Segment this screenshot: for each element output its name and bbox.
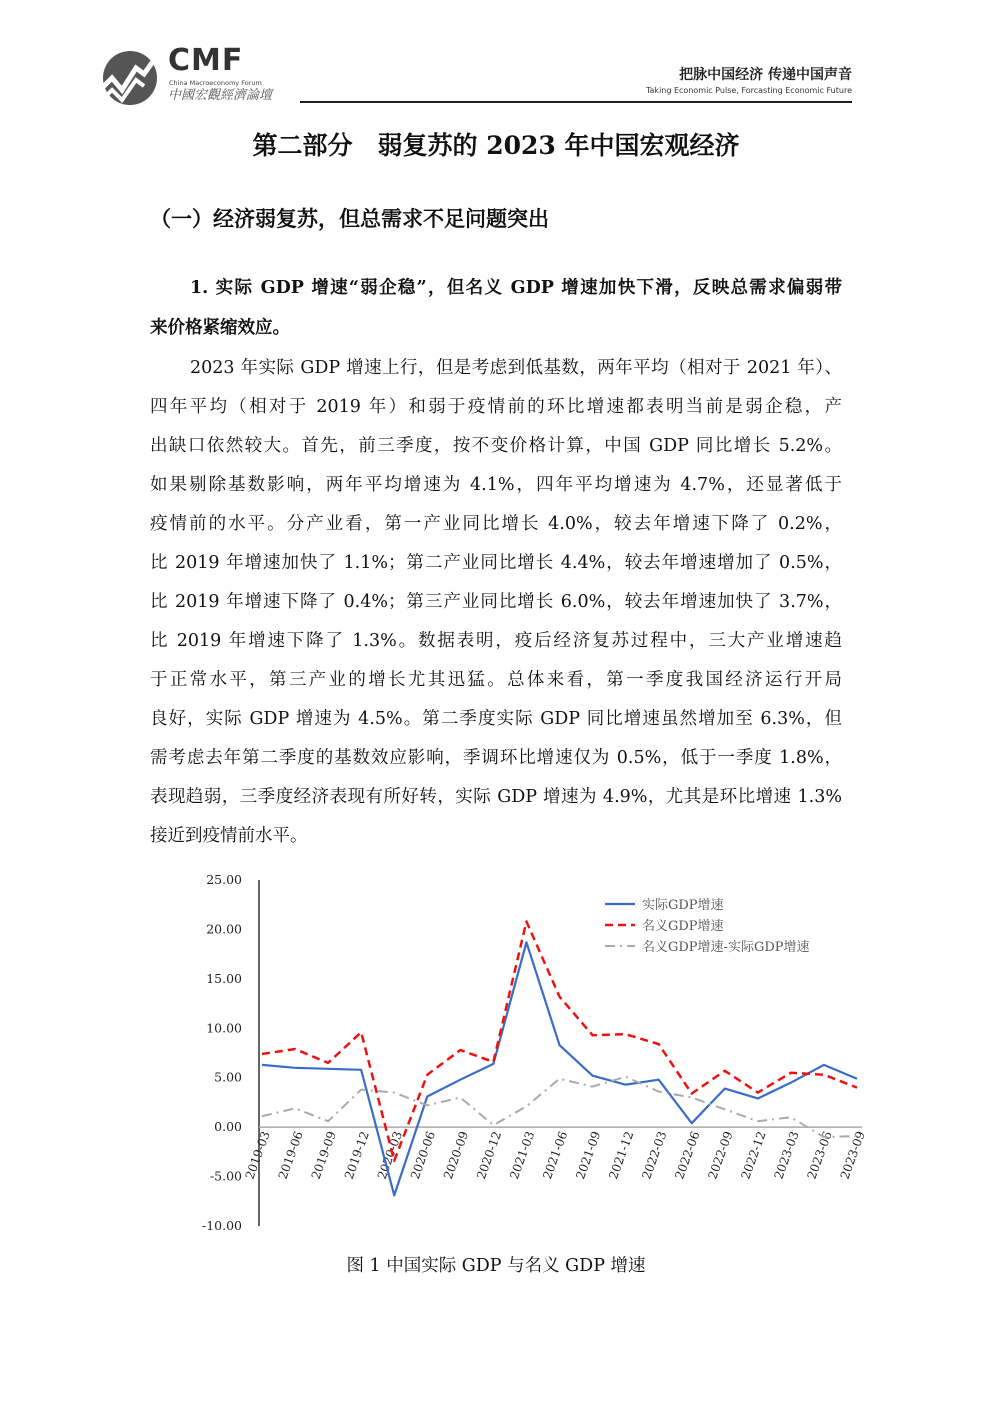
series-line-2 xyxy=(262,922,857,1161)
legend-label: 名义GDP增速 xyxy=(642,919,724,934)
slogan-en: Taking Economic Pulse, Forcasting Economic Future xyxy=(645,86,852,95)
body-line: 良好，实际 GDP 增速为 4.5%。第二季度实际 GDP 同比增速虽然增加至 6.3%，但 xyxy=(150,709,842,729)
body-line: 出缺口依然较大。首先，前三季度，按不变价格计算，中国 GDP 同比增长 5.2%。 xyxy=(150,436,842,456)
x-tick-label: 2020-06 xyxy=(407,1129,439,1182)
x-tick-label: 2020-03 xyxy=(374,1129,406,1182)
body-line: 比 2019 年增速加快了 1.1%；第二产业同比增长 4.4%，较去年增速增加了 0.5%， xyxy=(150,553,842,573)
x-tick-label: 2023-09 xyxy=(837,1129,868,1182)
logo-subtitle-cn: 中國宏觀經濟論壇 xyxy=(168,88,273,103)
logo-text: CMF xyxy=(168,43,244,78)
body-line: 比 2019 年增速下降了 0.4%；第三产业同比增长 6.0%，较去年增速加快了 3.7%， xyxy=(150,592,842,612)
y-tick-label: 25.00 xyxy=(206,872,242,887)
y-tick-label: 5.00 xyxy=(214,1069,242,1085)
x-tick-label: 2022-09 xyxy=(705,1129,736,1182)
y-tick-label: 15.00 xyxy=(206,970,242,986)
y-tick-label: 0.00 xyxy=(214,1119,242,1135)
body-line: 接近到疫情前水平。 xyxy=(150,826,308,846)
x-tick-label: 2021-06 xyxy=(540,1129,571,1182)
page-title: 第二部分 弱复苏的 2023 年中国宏观经济 xyxy=(252,131,740,160)
figure-caption: 图 1 中国实际 GDP 与名义 GDP 增速 xyxy=(346,1256,646,1276)
body-line: 表现趋弱，三季度经济表现有所好转，实际 GDP 增速为 4.9%，尤其是环比增速 1.3% xyxy=(150,787,842,807)
x-tick-label: 2019-12 xyxy=(341,1129,372,1182)
x-tick-label: 2021-03 xyxy=(507,1129,538,1182)
x-tick-label: 2021-09 xyxy=(573,1129,604,1182)
subsection-heading-line: 来价格紧缩效应。 xyxy=(150,318,290,338)
legend-label: 实际GDP增速 xyxy=(642,898,724,913)
x-tick-label: 2021-12 xyxy=(606,1129,637,1182)
body-line: 四年平均（相对于 2019 年）和弱于疫情前的环比增速都表明当前是弱企稳，产 xyxy=(150,397,842,417)
x-tick-label: 2022-03 xyxy=(639,1129,670,1182)
x-tick-label: 2020-09 xyxy=(440,1129,472,1182)
y-tick-label: -10.00 xyxy=(201,1218,242,1233)
gdp-growth-chart xyxy=(200,870,880,1250)
x-tick-label: 2022-06 xyxy=(672,1129,703,1182)
x-tick-label: 2019-09 xyxy=(308,1129,339,1182)
body-line: 比 2019 年增速下降了 1.3%。数据表明，疫后经济复苏过程中，三大产业增速趋 xyxy=(150,631,842,651)
x-tick-label: 2019-03 xyxy=(242,1129,273,1182)
header-divider xyxy=(300,101,852,103)
y-tick-label: 10.00 xyxy=(206,1020,242,1036)
body-line: 疫情前的水平。分产业看，第一产业同比增长 4.0%，较去年增速下降了 0.2%， xyxy=(150,514,842,534)
subsection-heading-line: 1. 实际 GDP 增速“弱企稳”，但名义 GDP 增速加快下滑，反映总需求偏弱带 xyxy=(190,278,842,298)
body-line: 2023 年实际 GDP 增速上行，但是考虑到低基数，两年平均（相对于 2021 年）、 xyxy=(190,358,842,378)
x-tick-label: 2023-03 xyxy=(771,1129,802,1182)
body-line: 需考虑去年第二季度的基数效应影响，季调环比增速仅为 0.5%，低于一季度 1.8%， xyxy=(150,748,842,768)
legend-label: 名义GDP增速-实际GDP增速 xyxy=(642,940,810,955)
cmf-logo-icon xyxy=(100,50,158,106)
x-tick-label: 2020-12 xyxy=(473,1129,505,1182)
x-tick-label: 2019-06 xyxy=(275,1129,306,1182)
x-tick-label: 2023-06 xyxy=(804,1129,835,1182)
body-line: 如果剔除基数影响，两年平均增速为 4.1%，四年平均增速为 4.7%，还显著低于 xyxy=(150,475,842,495)
slogan-cn: 把脉中国经济 传递中国声音 xyxy=(679,67,852,83)
body-line: 于正常水平，第三产业的增长尤其迅猛。总体来看，第一季度我国经济运行开局 xyxy=(150,670,842,690)
section-heading: （一）经济弱复苏，但总需求不足问题突出 xyxy=(150,206,549,231)
x-tick-label: 2022-12 xyxy=(738,1129,769,1182)
y-tick-label: -5.00 xyxy=(209,1168,242,1184)
y-tick-label: 20.00 xyxy=(206,921,242,937)
logo-subtitle-en: China Macroeconomy Forum xyxy=(169,79,262,87)
